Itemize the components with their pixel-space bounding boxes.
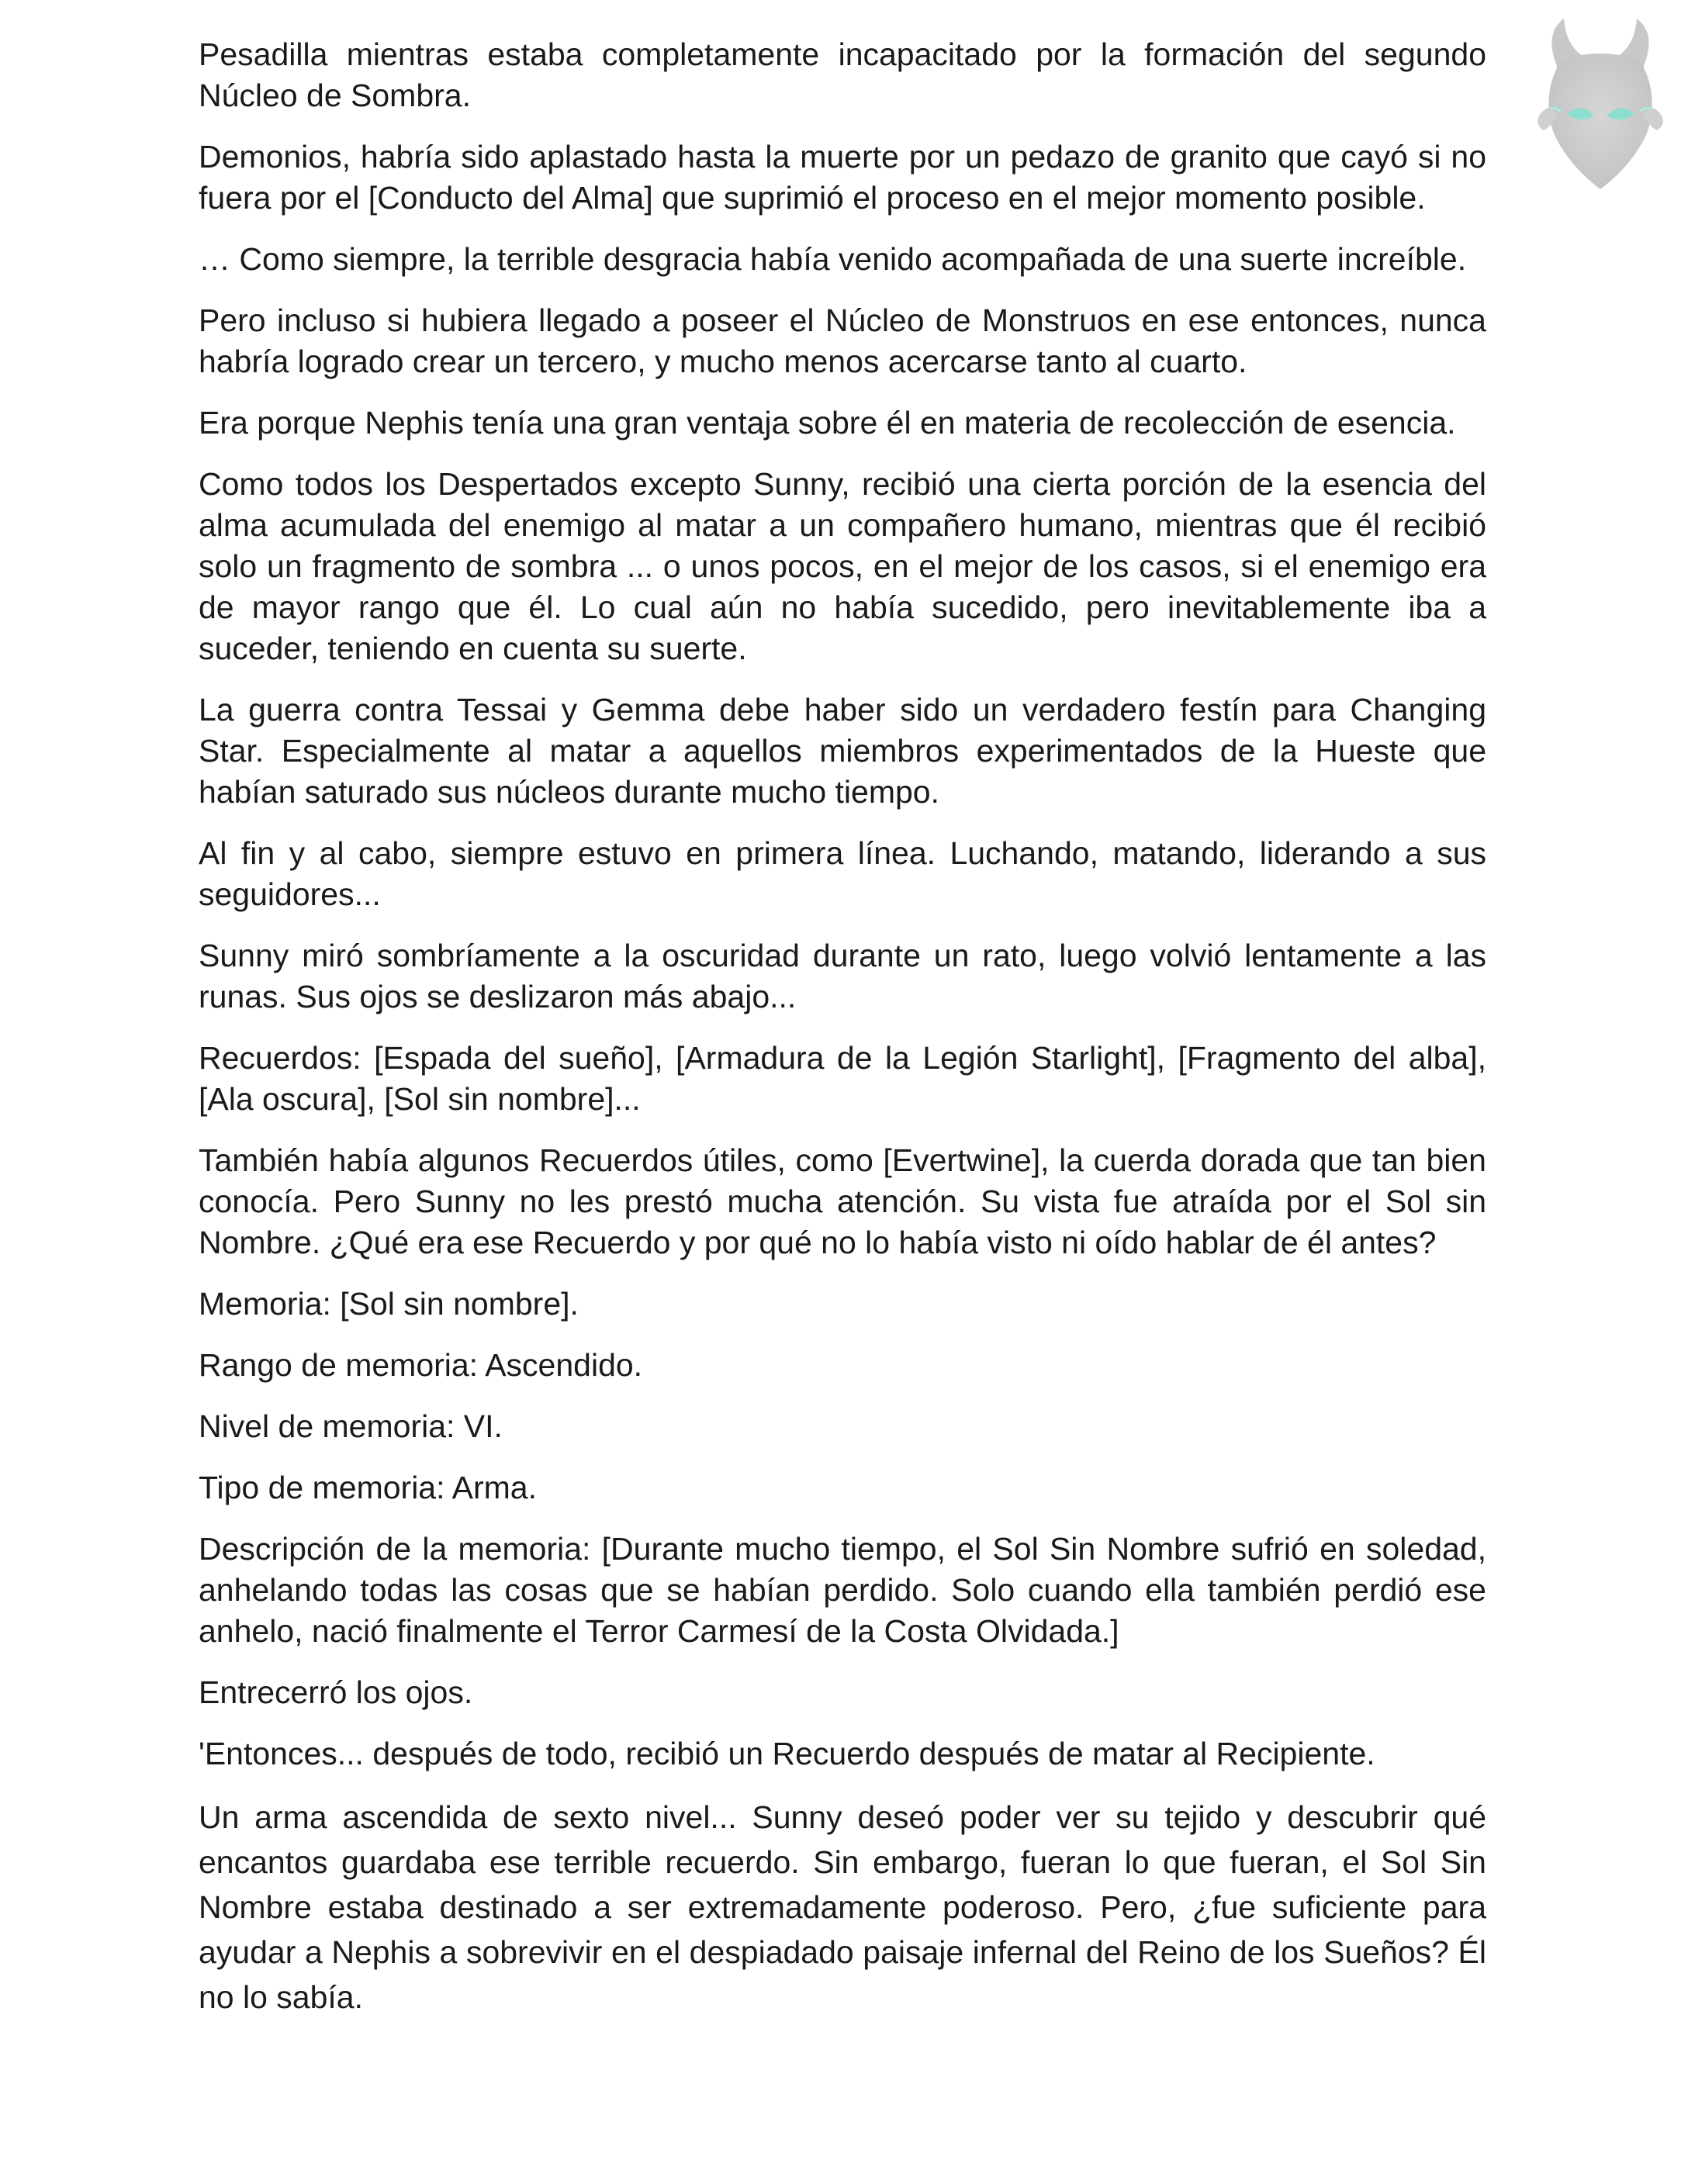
paragraph: También había algunos Recuerdos útiles, como [Evertwine], la cuerda dorada que tan bien conocía. Pero Sunny no les prestó mucha atención. Su vista fue atraída por el Sol sin Nombre. ¿Qué era ese Recuerdo y por qué no lo había visto ni oído hablar de él antes? bbox=[199, 1142, 1486, 1260]
paragraph: … Como siempre, la terrible desgracia había venido acompañada de una suerte increíble. bbox=[199, 241, 1467, 277]
paragraph: 'Entonces... después de todo, recibió un Recuerdo después de matar al Recipiente. bbox=[199, 1736, 1375, 1771]
demon-head-watermark-icon bbox=[1527, 14, 1674, 192]
document-body bbox=[199, 34, 1486, 2020]
paragraph: Como todos los Despertados excepto Sunny, recibió una cierta porción de la esencia del alma acumulada del enemigo al matar a un compañero humano, mientras que él recibió solo un fragmento de sombra ... o unos pocos, en el mejor de los casos, si el enemigo era de mayor rango que él. Lo cual aún no había sucedido, pero inevitablemente iba a suceder, teniendo en cuenta su suerte. bbox=[199, 466, 1486, 666]
paragraph: Al fin y al cabo, siempre estuvo en primera línea. Luchando, matando, liderando a sus seguidores... bbox=[199, 835, 1486, 912]
paragraph: Sunny miró sombríamente a la oscuridad durante un rato, luego volvió lentamente a las runas. Sus ojos se deslizaron más abajo... bbox=[199, 938, 1486, 1014]
paragraph: Rango de memoria: Ascendido. bbox=[199, 1347, 643, 1383]
paragraph: Entrecerró los ojos. bbox=[199, 1674, 473, 1710]
paragraph: Demonios, habría sido aplastado hasta la muerte por un pedazo de granito que cayó si no fuera por el [Conducto del Alma] que suprimió el proceso en el mejor momento posible. bbox=[199, 139, 1486, 216]
paragraph: Descripción de la memoria: [Durante mucho tiempo, el Sol Sin Nombre sufrió en soledad, anhelando todas las cosas que se habían perdido. Solo cuando ella también perdió ese anhelo, nació finalmente el Terror Carmesí de la Costa Olvidada.] bbox=[199, 1531, 1486, 1649]
paragraph: Tipo de memoria: Arma. bbox=[199, 1470, 537, 1505]
paragraph: Memoria: [Sol sin nombre]. bbox=[199, 1286, 579, 1322]
paragraph: La guerra contra Tessai y Gemma debe haber sido un verdadero festín para Changing Star. Especialmente al matar a aquellos miembros experimentados de la Hueste que habían saturado sus núcleos durante mucho tiempo. bbox=[199, 692, 1486, 810]
paragraph: Un arma ascendida de sexto nivel... Sunny deseó poder ver su tejido y descubrir qué encantos guardaba ese terrible recuerdo. Sin embargo, fueran lo que fueran, el Sol Sin Nombre estaba destinado a ser extremadamente poderoso. Pero, ¿fue suficiente para ayudar a Nephis a sobrevivir en el despiadado paisaje infernal del Reino de los Sueños? Él no lo sabía. bbox=[199, 1799, 1486, 2015]
paragraph: Pesadilla mientras estaba completamente incapacitado por la formación del segundo Núcleo de Sombra. bbox=[199, 36, 1486, 113]
paragraph: Pero incluso si hubiera llegado a poseer el Núcleo de Monstruos en ese entonces, nunca habría logrado crear un tercero, y mucho menos acercarse tanto al cuarto. bbox=[199, 302, 1486, 379]
paragraph: Recuerdos: [Espada del sueño], [Armadura de la Legión Starlight], [Fragmento del alba], [Ala oscura], [Sol sin nombre]... bbox=[199, 1040, 1486, 1117]
paragraph: Nivel de memoria: VI. bbox=[199, 1408, 503, 1444]
paragraph: Era porque Nephis tenía una gran ventaja sobre él en materia de recolección de esencia. bbox=[199, 405, 1456, 441]
